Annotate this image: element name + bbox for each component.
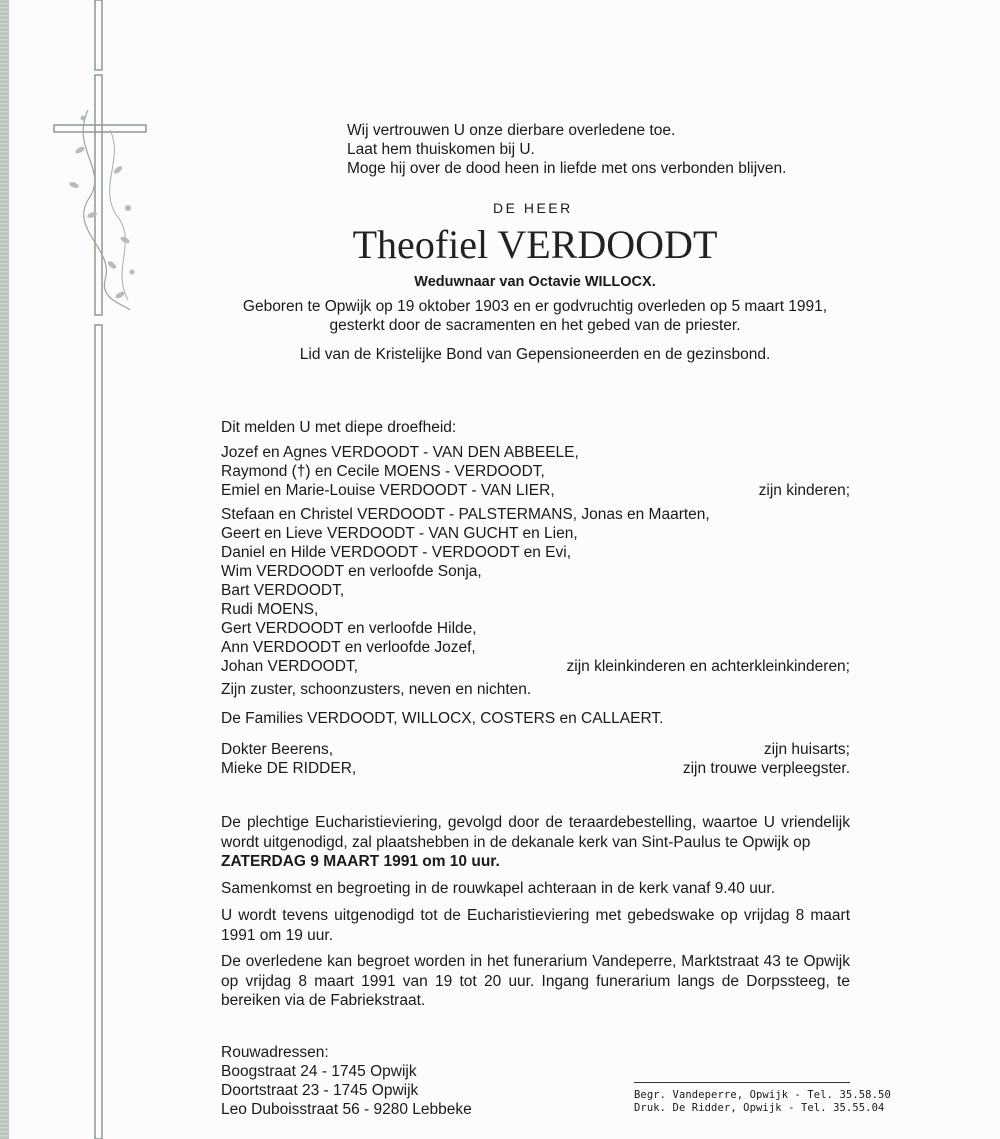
doctor-label: zijn huisarts; <box>763 741 850 758</box>
nurse-label: zijn trouwe verpleegster. <box>682 760 850 777</box>
grandchild-1: Stefaan en Christel VERDOODT - PALSTERMANS, Jonas en Maarten, <box>221 506 710 523</box>
salutation: DE HEER <box>493 200 573 216</box>
vigil-paragraph: U wordt tevens uitgenodigd tot de Eucharistieviering met gebedswake op vrijdag 8 maart 1991 om 19 uur. <box>221 907 850 944</box>
doctor-name: Dokter Beerens, <box>221 741 333 758</box>
gathering-line: Samenkomst en begroeting in de rouwkapel achteraan in de kerk vanaf 9.40 uur. <box>221 880 776 897</box>
addresses-title: Rouwadressen: <box>221 1044 329 1061</box>
child-2: Raymond (†) en Cecile MOENS - VERDOODT, <box>221 463 545 480</box>
service-date: ZATERDAG 9 MAART 1991 om 10 uur. <box>221 853 500 870</box>
child-1: Jozef en Agnes VERDOODT - VAN DEN ABBEELE, <box>221 444 579 461</box>
announcement: Dit melden U met diepe droefheid: <box>221 419 457 436</box>
address-3: Leo Duboisstraat 56 - 9280 Lebbeke <box>221 1101 472 1118</box>
address-2: Doortstraat 23 - 1745 Opwijk <box>221 1082 419 1099</box>
child-3: Emiel en Marie-Louise VERDOODT - VAN LIER, <box>221 482 555 499</box>
grandchild-3: Daniel en Hilde VERDOODT - VERDOODT en Evi, <box>221 544 572 561</box>
children-label: zijn kinderen; <box>758 482 850 499</box>
funerarium-paragraph: De overledene kan begroet worden in het funerarium Vandeperre, Marktstraat 43 te Opwijk op vrijdag 8 maart 1991 van 19 tot 20 uur. Ingang funerarium langs de Dorpssteeg, te bereiken via de Fabriekstraat. <box>221 953 850 1009</box>
nurse-name: Mieke DE RIDDER, <box>221 760 357 777</box>
grandchildren-label: zijn kleinkinderen en achterkleinkinderen; <box>566 658 850 675</box>
grandchild-6: Rudi MOENS, <box>221 601 319 618</box>
grandchild-8: Ann VERDOODT en verloofde Jozef, <box>221 639 476 656</box>
grandchild-7: Gert VERDOODT en verloofde Hilde, <box>221 620 477 637</box>
cross-with-vine-icon <box>0 0 160 1139</box>
widower-line: Weduwnaar van Octavie WILLOCX. <box>414 274 656 290</box>
birth-death-line-1: Geboren te Opwijk op 19 oktober 1903 en er godvruchtig overleden op 5 maart 1991, <box>242 298 828 315</box>
credit-printer: Druk. De Ridder, Opwijk - Tel. 35.55.04 <box>634 1102 885 1114</box>
birth-death-line-2: gesterkt door de sacramenten en het gebed van de priester. <box>329 317 741 334</box>
grandchild-2: Geert en Lieve VERDOODT - VAN GUCHT en Lien, <box>221 525 578 542</box>
grandchild-4: Wim VERDOODT en verloofde Sonja, <box>221 563 482 580</box>
membership-line: Lid van de Kristelijke Bond van Gepensioneerden en de gezinsbond. <box>299 346 771 363</box>
grandchild-9: Johan VERDOODT, <box>221 658 358 675</box>
verse-line-3: Moge hij over de dood heen in liefde met ons verbonden blijven. <box>347 160 787 177</box>
grandchild-5: Bart VERDOODT, <box>221 582 345 599</box>
verse-line-2: Laat hem thuiskomen bij U. <box>347 141 535 158</box>
service-paragraph: De plechtige Eucharistieviering, gevolgd door de teraardebestelling, waartoe U vriendelijk wordt uitgenodigd, zal plaatshebben in de dekanale kerk van Sint-Paulus te Opwijk op <box>221 814 850 851</box>
families-line: De Families VERDOODT, WILLOCX, COSTERS en CALLAERT. <box>221 710 664 727</box>
verse-line-1: Wij vertrouwen U onze dierbare overledene toe. <box>347 122 676 139</box>
deceased-name: Theofiel VERDOODT <box>352 222 718 267</box>
address-1: Boogstraat 24 - 1745 Opwijk <box>221 1063 417 1080</box>
credits-divider <box>634 1082 850 1083</box>
credit-undertaker: Begr. Vandeperre, Opwijk - Tel. 35.58.50 <box>634 1089 891 1101</box>
siblings-line: Zijn zuster, schoonzusters, neven en nichten. <box>221 681 532 698</box>
